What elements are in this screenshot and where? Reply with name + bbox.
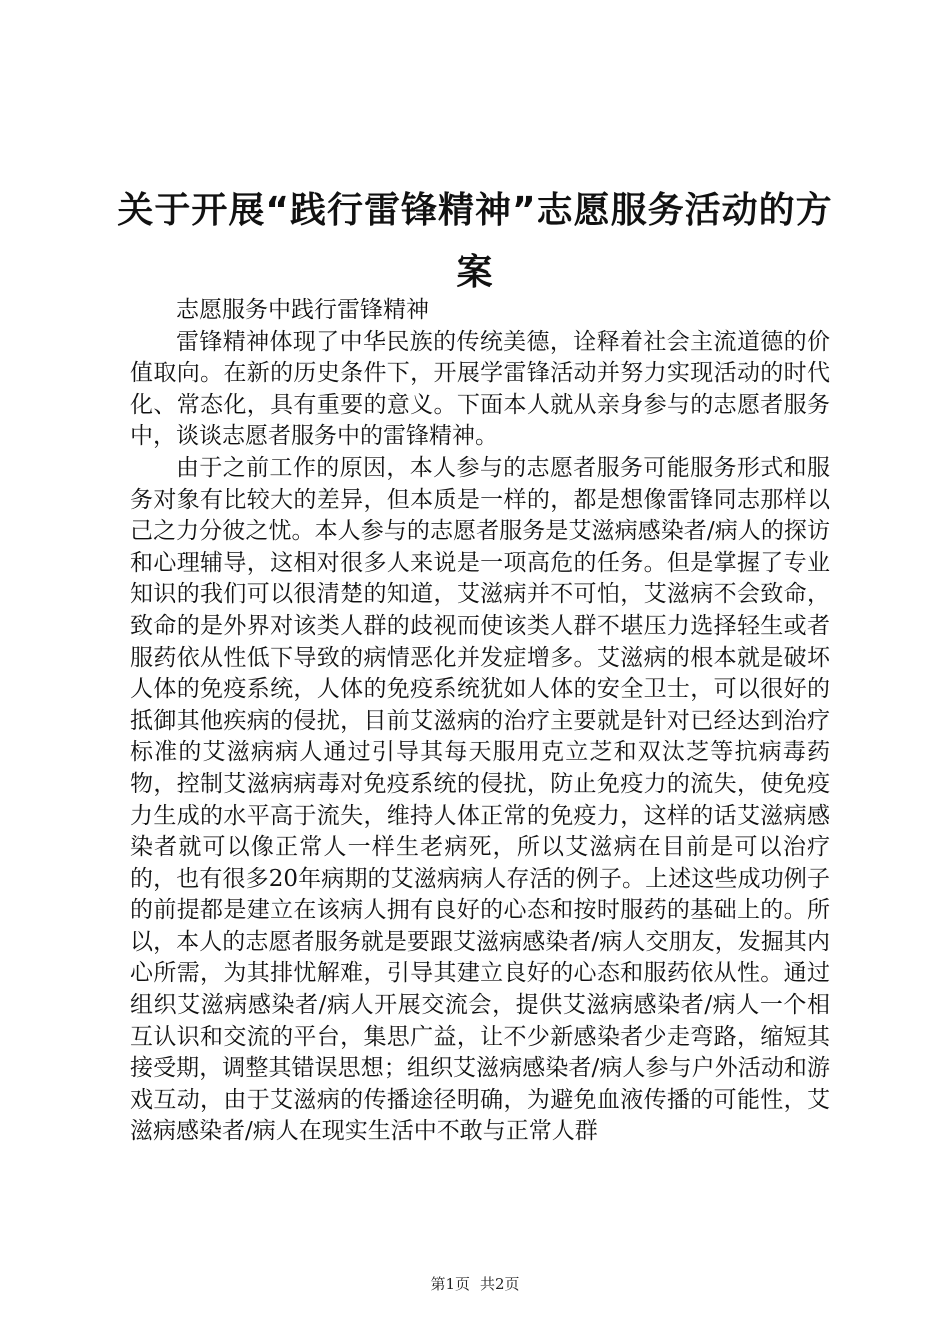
document-title: 关于开展“践行雷锋精神”志愿服务活动的方案 xyxy=(117,190,833,293)
page-footer xyxy=(0,1273,950,1294)
paragraph-main: 由于之前工作的原因，本人参与的志愿者服务可能服务形式和服务对象有比较大的差异，但本质是一样的，都是想像雷锋同志那样以己之力分彼之忧。本人参与的志愿者服务是艾滋病感染者/病人的探访和心理辅导，这相对很多人来说是一项高危的任务。但是掌握了专业知识的我们可以很清楚的知道，艾滋病并不可怕，艾滋病不会致命，致命的是外界对该类人群的歧视而使该类人群不堪压力选择轻生或者服药依从性低下导致的病情恶化并发症增多。艾滋病的根本就是破坏人体的免疫系统，人体的免疫系统犹如人体的安全卫士，可以很好的抵御其他疾病的侵扰，目前艾滋病的治疗主要就是针对已经达到治疗标准的艾滋病病人通过引导其每天服用克立芝和双汰芝等抗病毒药物，控制艾滋病病毒对免疫系统的侵扰，防止免疫力的流失，使免疫力生成的水平高于流失，维持人体正常的免疫力，这样的话艾滋病感染者就可以像正常人一样生老病死，所以艾滋病在目前是可以治疗的，也有很多20年病期的艾滋病病人存活的例子。上述这些成功例子的前提都是建立在该病人拥有良好的心态和按时服药的基础上的。所以，本人的志愿者服务就是要跟艾滋病感染者/病人交朋友，发掘其内心所需，为其排忧解难，引导其建立良好的心态和服药依从性。通过组织艾滋病感染者/病人开展交流会，提供艾滋病感染者/病人一个相互认识和交流的平台，集思广益，让不少新感染者少走弯路，缩短其接受期，调整其错误思想；组织艾滋病感染者/病人参与户外活动和游戏互动，由于艾滋病的传播途径明确，为避免血液传播的可能性，艾滋病感染者/病人在现实生活中不敢与正常人群 xyxy=(130,454,830,1145)
document-body xyxy=(130,295,830,1148)
page-number: 第1页 xyxy=(430,1275,470,1293)
page-total: 共2页 xyxy=(480,1275,520,1293)
section-heading: 志愿服务中践行雷锋精神 xyxy=(176,297,429,323)
paragraph-intro: 雷锋精神体现了中华民族的传统美德，诠释着社会主流道德的价值取向。在新的历史条件下，开展学雷锋活动并努力实现活动的时代化、常态化，具有重要的意义。下面本人就从亲身参与的志愿者服务中，谈谈志愿者服务中的雷锋精神。 xyxy=(130,328,830,450)
